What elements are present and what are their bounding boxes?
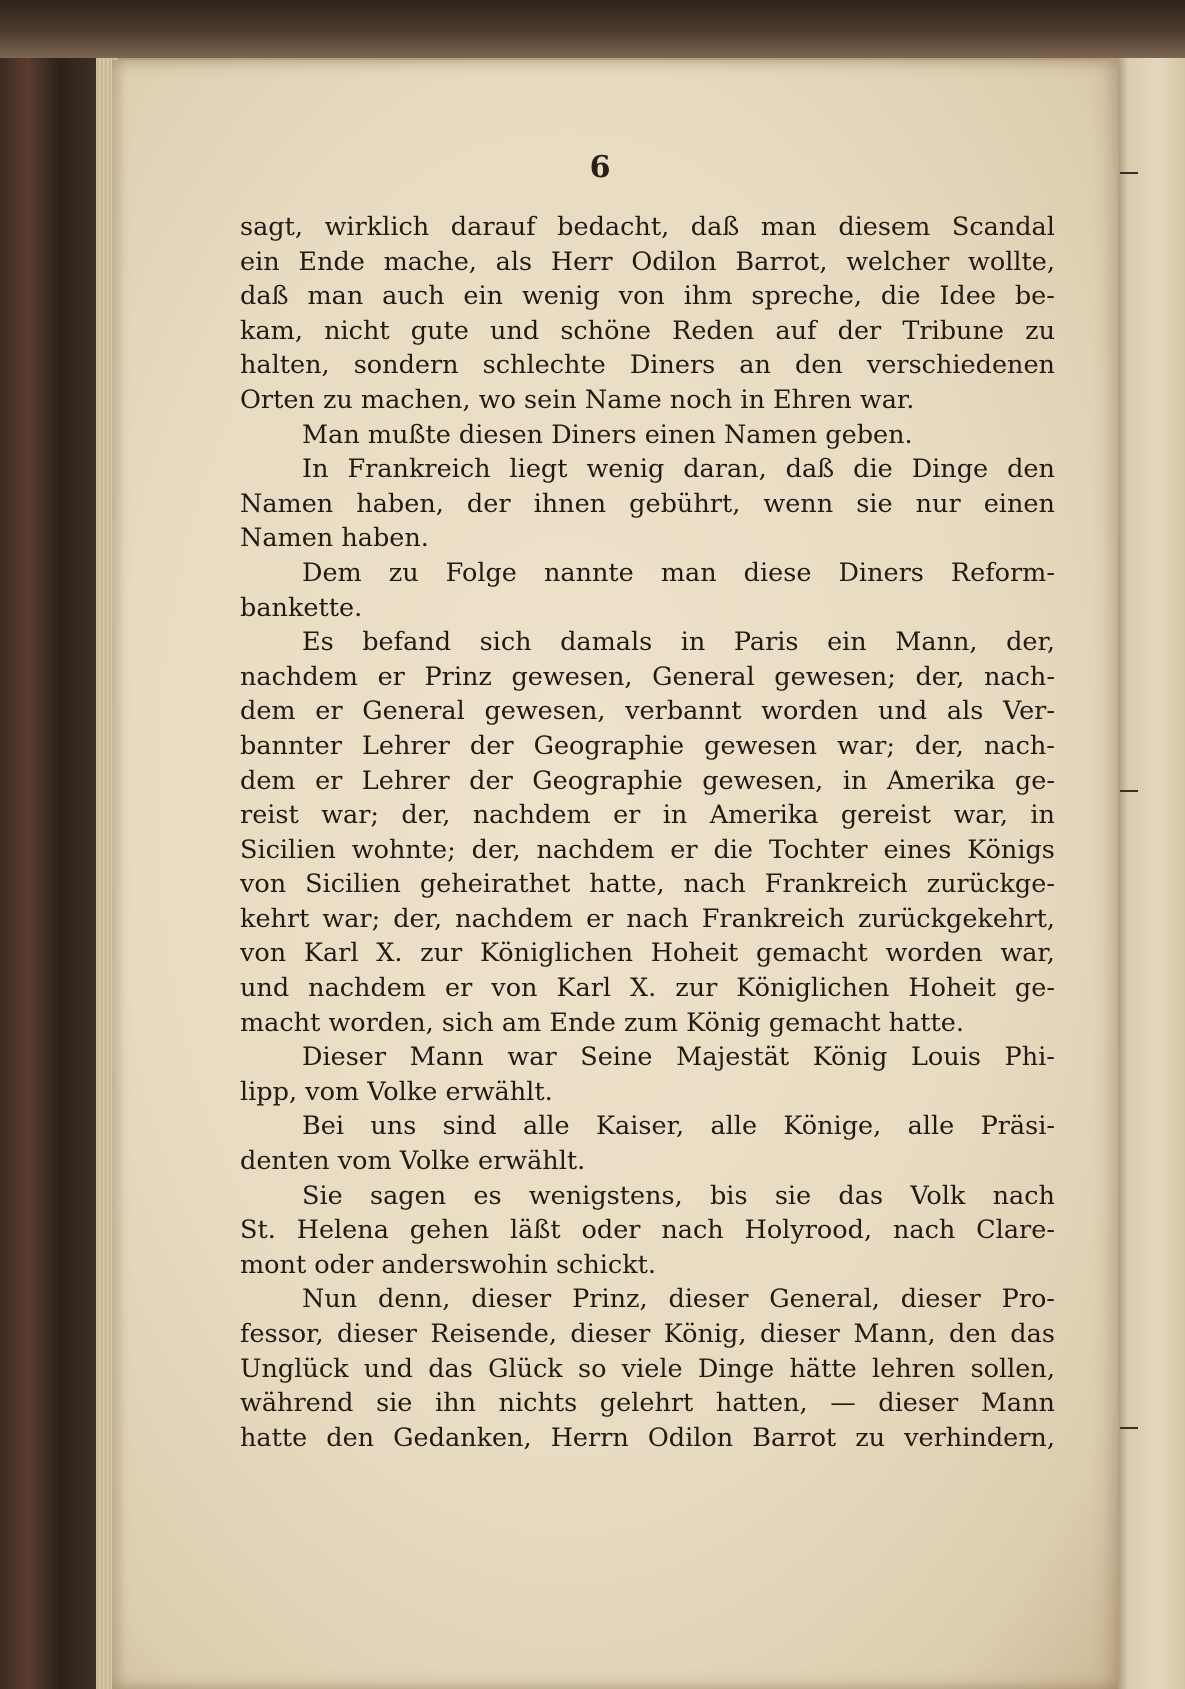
text-line: [240, 625, 1055, 660]
word: ein: [240, 246, 280, 277]
word: von: [491, 973, 538, 1004]
word: X.: [630, 973, 657, 1004]
word: sie: [774, 1180, 812, 1211]
word: spreche,: [751, 281, 862, 312]
word: Mann: [409, 1042, 484, 1073]
text-line: [240, 245, 1055, 280]
word: Idee: [939, 281, 996, 312]
word: Unglück: [240, 1353, 349, 1384]
word: reist: [240, 800, 299, 831]
word: mache,: [383, 246, 477, 277]
word: in: [680, 627, 706, 658]
word: verhindern,: [904, 1422, 1055, 1453]
word: Scandal: [951, 212, 1055, 242]
word: kam,: [240, 315, 303, 346]
word: Glück: [488, 1353, 563, 1384]
word: er: [586, 903, 614, 934]
word: zu: [855, 1422, 886, 1453]
word: befand: [362, 627, 452, 658]
word: man: [760, 212, 817, 242]
word: war;: [322, 903, 381, 934]
word: Gedanken,: [393, 1422, 532, 1453]
word: Reden: [672, 315, 755, 346]
word: hätte: [789, 1353, 857, 1384]
word: Sie: [302, 1180, 343, 1211]
word: von: [240, 869, 287, 900]
word: zurückge-: [926, 869, 1055, 900]
word: gebührt,: [629, 488, 741, 519]
word: welcher: [846, 246, 950, 277]
word: Phi-: [1004, 1042, 1055, 1073]
word: und: [878, 696, 928, 727]
word: auf: [775, 315, 817, 346]
word: Hoheit: [650, 938, 739, 969]
word: die: [853, 454, 893, 485]
word: Kaiser,: [595, 1111, 685, 1142]
word: worden: [885, 938, 983, 969]
word: der: [469, 730, 514, 761]
word: alle: [710, 1111, 758, 1142]
word: Mann: [980, 1388, 1055, 1419]
word: in: [662, 800, 688, 831]
text-line: [240, 833, 1055, 868]
page-number: 6: [589, 150, 611, 185]
text-line: [240, 348, 1055, 383]
text-line: mont oder anderswohin schickt.: [240, 1249, 657, 1280]
word: Holyrood,: [744, 1215, 873, 1246]
word: Reisende,: [430, 1319, 557, 1349]
word: Bei: [302, 1111, 344, 1142]
word: gewesen,: [511, 661, 633, 692]
word: gemacht: [756, 938, 868, 969]
word: be-: [1014, 281, 1055, 312]
word: zu: [1025, 315, 1055, 346]
word: nur: [915, 488, 961, 519]
word: Mann,: [895, 627, 978, 658]
page-text: [240, 210, 1055, 1455]
word: gewesen,: [484, 696, 606, 727]
word: das: [428, 1353, 473, 1384]
page-mark: [1120, 1427, 1138, 1429]
word: hatte,: [589, 869, 665, 900]
word: nachdem: [472, 800, 591, 831]
word: wenn: [763, 488, 834, 519]
word: ihnen: [533, 488, 607, 519]
word: gewesen,: [702, 765, 824, 796]
word: Pro-: [1001, 1284, 1055, 1315]
word: Reform-: [950, 557, 1055, 588]
word: der: [469, 765, 513, 796]
word: —: [830, 1388, 856, 1419]
word: nach: [626, 903, 689, 934]
word: und: [240, 973, 290, 1004]
word: Frankreich: [347, 454, 491, 485]
word: dieser: [900, 1284, 981, 1315]
word: worden: [761, 696, 859, 727]
word: Amerika: [709, 800, 819, 831]
word: Dem: [302, 557, 362, 588]
word: ein: [463, 281, 504, 312]
word: Dinge: [911, 454, 989, 485]
word: Präsi-: [980, 1111, 1055, 1142]
text-line: [240, 1179, 1055, 1214]
text-line: Namen haben.: [240, 523, 429, 554]
word: Ende: [298, 246, 365, 277]
word: er: [670, 834, 698, 865]
word: X.: [376, 938, 403, 969]
word: den: [949, 1319, 997, 1349]
word: Tochter: [768, 834, 868, 865]
word: wohnte;: [351, 834, 456, 865]
word: Hoheit: [908, 973, 996, 1004]
word: und: [363, 1353, 413, 1384]
word: halten,: [240, 350, 330, 381]
word: ihm: [683, 281, 733, 312]
word: er: [315, 696, 343, 727]
word: Seine: [580, 1042, 653, 1073]
word: schöne: [560, 315, 651, 346]
word: dieser: [471, 1284, 552, 1315]
word: Dinge: [697, 1353, 775, 1384]
word: Odilon: [647, 1422, 734, 1453]
word: von: [240, 938, 287, 969]
word: während: [240, 1388, 354, 1419]
word: den: [1007, 454, 1055, 485]
text-line: [240, 314, 1055, 349]
word: gehen: [409, 1215, 490, 1246]
word: Lehrer: [361, 765, 450, 796]
word: gelehrt: [599, 1388, 694, 1419]
word: nach-: [983, 730, 1055, 761]
word: Helena: [296, 1215, 389, 1246]
word: die: [880, 281, 921, 312]
word: dieser: [759, 1319, 840, 1349]
text-line: [240, 936, 1055, 971]
word: der: [837, 315, 882, 346]
word: darauf: [450, 212, 536, 242]
word: nicht: [324, 315, 390, 346]
word: Clare-: [976, 1215, 1055, 1246]
word: verbannt: [625, 696, 742, 727]
word: alle: [907, 1111, 955, 1142]
word: er: [445, 973, 473, 1004]
word: Majestät: [676, 1042, 790, 1073]
word: denn,: [378, 1284, 451, 1315]
word: gewesen;: [774, 661, 896, 692]
word: diese: [743, 557, 812, 588]
text-line: [240, 279, 1055, 314]
word: von: [618, 281, 665, 312]
word: man: [307, 281, 364, 312]
word: Herrn: [550, 1422, 629, 1453]
word: gewesen: [704, 730, 818, 761]
word: wollte,: [968, 246, 1055, 277]
word: nach: [661, 1215, 724, 1246]
word: Geographie: [532, 765, 683, 796]
word: geheirathet: [419, 869, 571, 900]
word: zur: [420, 938, 463, 969]
text-line: [240, 1040, 1055, 1075]
word: den: [794, 350, 843, 381]
word: es: [473, 1180, 502, 1211]
word: damals: [560, 627, 653, 658]
word: war,: [1000, 938, 1055, 969]
word: Diners: [838, 557, 924, 588]
word: ein: [827, 627, 867, 658]
text-line: [240, 694, 1055, 729]
word: als: [495, 246, 533, 277]
word: nach-: [984, 661, 1055, 692]
word: Namen: [240, 488, 334, 519]
word: dieser: [570, 1319, 651, 1349]
word: Barrot,: [735, 246, 828, 277]
word: wenig: [521, 281, 600, 312]
word: König,: [663, 1319, 747, 1349]
word: der: [466, 488, 511, 519]
word: Folge: [445, 557, 517, 588]
text-line: [240, 556, 1055, 591]
word: schlechte: [482, 350, 606, 381]
word: viele: [621, 1353, 683, 1384]
word: der,: [401, 800, 451, 831]
word: an: [739, 350, 771, 381]
word: verschiedenen: [866, 350, 1055, 381]
word: sind: [442, 1111, 497, 1142]
word: Herr: [550, 246, 613, 277]
word: zurückgekehrt,: [857, 903, 1055, 934]
word: Diners: [629, 350, 716, 381]
word: dieser: [337, 1319, 417, 1349]
word: als: [946, 696, 984, 727]
word: der,: [471, 834, 521, 865]
word: ihn: [434, 1388, 476, 1419]
word: bis: [709, 1180, 748, 1211]
word: nachdem: [308, 973, 427, 1004]
word: man: [660, 557, 717, 588]
word: ge-: [1014, 765, 1055, 796]
word: lehren: [871, 1353, 956, 1384]
word: läßt: [510, 1215, 561, 1246]
word: dieser: [668, 1284, 749, 1315]
word: bedacht,: [557, 212, 670, 242]
word: Nun: [302, 1284, 358, 1315]
word: sie: [856, 488, 893, 519]
word: Tribune: [902, 315, 1004, 346]
word: Karl: [556, 973, 612, 1004]
word: liegt: [509, 454, 568, 485]
text-line: [240, 1317, 1055, 1352]
text-line: [240, 764, 1055, 799]
word: eines: [883, 834, 952, 865]
next-page-edge: [1118, 58, 1185, 1689]
word: König: [812, 1042, 888, 1073]
word: er: [377, 661, 405, 692]
word: sagt,: [240, 212, 303, 242]
word: bannter: [240, 730, 342, 761]
word: Sicilien: [305, 869, 401, 900]
word: der,: [915, 661, 965, 692]
text-line: [240, 660, 1055, 695]
text-line: bankette.: [240, 592, 363, 623]
text-line: [240, 902, 1055, 937]
word: dem: [240, 696, 296, 727]
word: der,: [1006, 627, 1055, 658]
word: die: [713, 834, 754, 865]
word: zu: [388, 557, 419, 588]
word: dieser: [878, 1388, 959, 1419]
word: Louis: [911, 1042, 981, 1073]
word: wenig: [586, 454, 665, 485]
word: sagen: [369, 1180, 447, 1211]
word: Odilon: [631, 246, 717, 277]
word: und: [490, 315, 540, 346]
text-line: [240, 729, 1055, 764]
word: Geographie: [533, 730, 685, 761]
word: In: [302, 454, 329, 485]
word: kehrt: [240, 903, 310, 934]
word: daran,: [683, 454, 767, 485]
word: wirklich: [324, 212, 430, 242]
word: dem: [240, 765, 296, 796]
word: Könige,: [783, 1111, 882, 1142]
word: Volk: [910, 1180, 966, 1211]
word: alle: [523, 1111, 570, 1142]
word: Karl: [303, 938, 359, 969]
word: sondern: [353, 350, 459, 381]
word: auch: [382, 281, 445, 312]
word: Ver-: [1003, 696, 1055, 727]
book-top-edge: [0, 0, 1185, 58]
word: das: [1010, 1319, 1055, 1349]
word: General,: [769, 1284, 880, 1315]
word: nachdem: [455, 903, 574, 934]
word: General: [652, 661, 755, 692]
text-line: [240, 1386, 1055, 1421]
word: gute: [410, 315, 469, 346]
word: so: [577, 1353, 607, 1384]
word: Lehrer: [361, 730, 450, 761]
word: St.: [240, 1215, 276, 1246]
word: war: [507, 1042, 557, 1073]
word: haben,: [356, 488, 444, 519]
text-line: Orten zu machen, wo sein Name noch in Ehren war.: [240, 384, 915, 415]
word: nachdem: [240, 661, 358, 692]
text-line: [240, 1282, 1055, 1317]
word: Paris: [733, 627, 799, 658]
text-line: [240, 1421, 1055, 1456]
word: Frankreich: [764, 869, 908, 900]
word: Amerika: [886, 765, 996, 796]
word: sich: [479, 627, 532, 658]
word: daß: [785, 454, 835, 485]
word: in: [842, 765, 868, 796]
word: gereist: [840, 800, 932, 831]
word: Es: [302, 627, 334, 658]
word: Königlichen: [736, 973, 890, 1004]
word: Prinz,: [572, 1284, 648, 1315]
word: General: [362, 696, 465, 727]
word: war,: [953, 800, 1008, 831]
word: daß: [240, 281, 289, 312]
text-line: [240, 1109, 1055, 1144]
text-line: [240, 971, 1055, 1006]
word: war;: [321, 800, 379, 831]
text-line: [240, 867, 1055, 902]
word: diesem: [838, 212, 931, 242]
word: Prinz: [424, 661, 492, 692]
word: er: [613, 800, 641, 831]
word: war;: [837, 730, 895, 761]
word: oder: [581, 1215, 641, 1246]
text-line: Man mußte diesen Diners einen Namen geben.: [302, 419, 913, 450]
word: der,: [393, 903, 443, 934]
word: wenigstens,: [528, 1180, 683, 1211]
word: uns: [370, 1111, 417, 1142]
word: sollen,: [970, 1353, 1055, 1384]
word: der,: [915, 730, 964, 761]
word: Mann,: [853, 1319, 936, 1349]
word: nach: [992, 1180, 1055, 1211]
word: sie: [376, 1388, 413, 1419]
page-mark: [1120, 172, 1138, 174]
word: einen: [983, 488, 1055, 519]
page-mark: [1120, 790, 1138, 792]
word: Barrot: [752, 1422, 837, 1453]
word: Königlichen: [479, 938, 634, 969]
word: zur: [675, 973, 718, 1004]
word: er: [315, 765, 343, 796]
word: nachdem: [536, 834, 655, 865]
word: nach: [683, 869, 746, 900]
word: in: [1030, 800, 1055, 831]
word: hatte: [240, 1422, 308, 1453]
text-line: [240, 798, 1055, 833]
word: Dieser: [302, 1042, 387, 1073]
word: nichts: [498, 1388, 578, 1419]
text-line: denten vom Volke erwählt.: [240, 1146, 586, 1177]
text-line: [240, 452, 1055, 487]
text-line: macht worden, sich am Ende zum König gemacht hatte.: [240, 1007, 964, 1038]
text-line: [240, 1352, 1055, 1387]
word: Sicilien: [240, 834, 336, 865]
text-line: lipp, vom Volke erwählt.: [240, 1076, 553, 1107]
word: nach: [892, 1215, 956, 1246]
text-line: [240, 487, 1055, 522]
word: hatten,: [715, 1388, 808, 1419]
text-line: [240, 1213, 1055, 1248]
text-line: [240, 210, 1055, 245]
word: Königs: [967, 834, 1055, 865]
word: fessor,: [240, 1319, 324, 1349]
word: Frankreich: [701, 903, 845, 934]
word: ge-: [1014, 973, 1055, 1004]
word: das: [838, 1180, 884, 1211]
word: daß: [690, 212, 740, 242]
word: nannte: [543, 557, 634, 588]
word: den: [326, 1422, 375, 1453]
